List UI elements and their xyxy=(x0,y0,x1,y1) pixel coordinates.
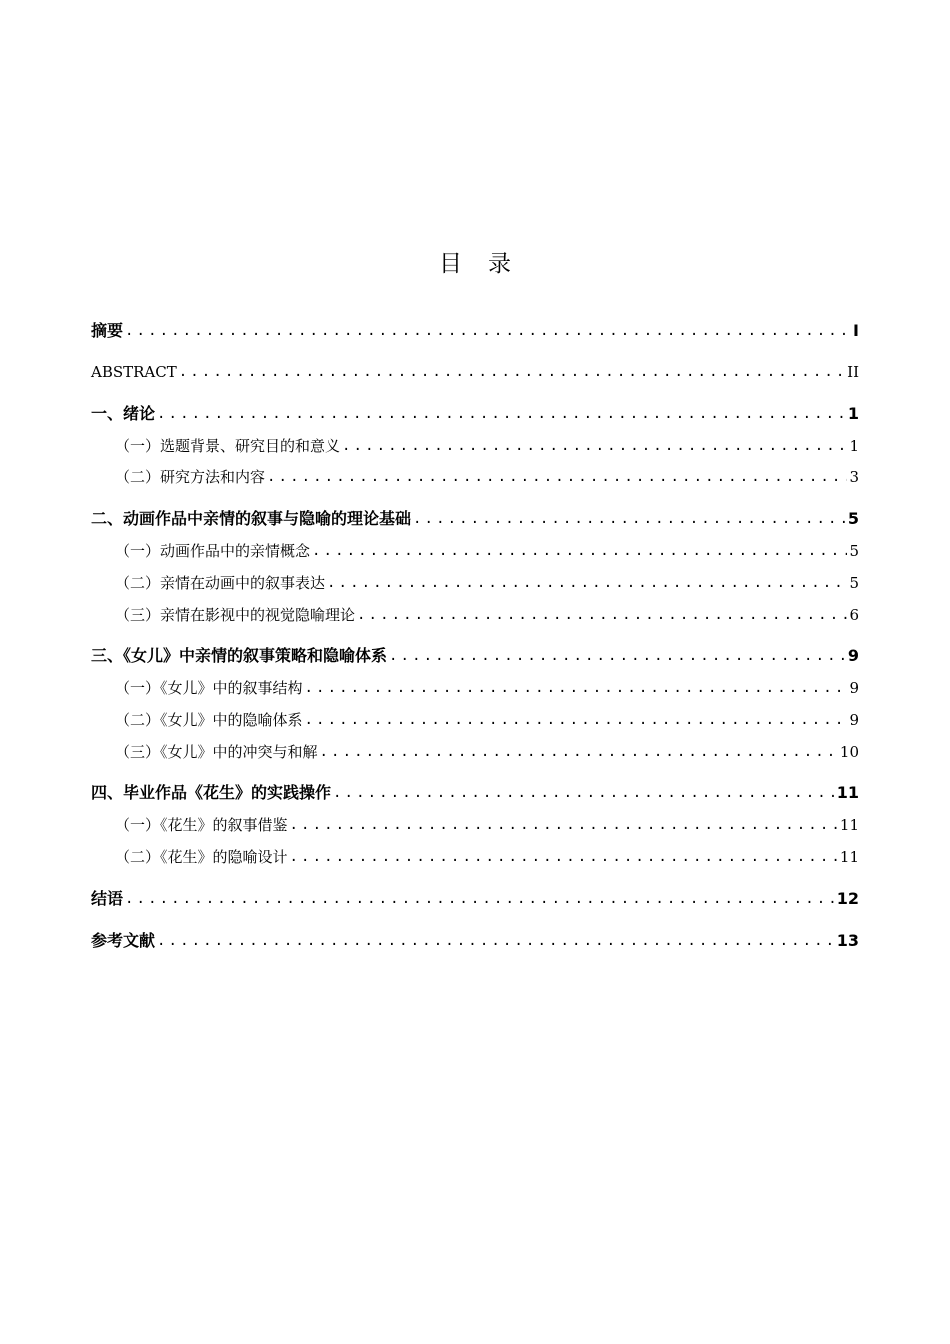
toc-title-char-2: 录 xyxy=(488,251,511,277)
toc-page-number: 3 xyxy=(849,468,859,486)
toc-dot-leader xyxy=(303,677,848,699)
toc-page-number: 5 xyxy=(849,574,859,592)
toc-entry-label: （二）《女儿》中的隐喻体系 xyxy=(115,711,303,729)
toc-page-number: 13 xyxy=(836,931,859,950)
toc-entry-label: 一、绪论 xyxy=(91,404,156,423)
toc-entry-chapter-4[interactable] xyxy=(91,772,859,804)
toc-entry-label: （二）亲情在动画中的叙事表达 xyxy=(115,574,326,592)
toc-page-number: 9 xyxy=(849,711,859,729)
toc-page-number: 5 xyxy=(847,509,859,528)
toc-entry-abstract-cn[interactable] xyxy=(91,310,859,342)
toc-entry-references[interactable] xyxy=(91,920,859,952)
toc-page-number: 12 xyxy=(836,889,859,908)
toc-entry-label: 二、动画作品中亲情的叙事与隐喻的理论基础 xyxy=(91,509,412,528)
toc-entry-section-2-3[interactable] xyxy=(115,594,859,626)
toc-entry-section-3-1[interactable] xyxy=(115,667,859,699)
toc-dot-leader xyxy=(123,320,851,342)
toc-entry-section-4-1[interactable] xyxy=(115,804,859,836)
toc-dot-leader xyxy=(340,435,847,457)
toc-entry-section-2-1[interactable] xyxy=(115,530,859,562)
toc-page-number: 5 xyxy=(849,542,859,560)
toc-entry-chapter-2[interactable] xyxy=(91,498,859,530)
toc-entry-label: 三、《女儿》中亲情的叙事策略和隐喻体系 xyxy=(91,646,388,665)
toc-dot-leader xyxy=(155,930,835,952)
toc-page-number: 11 xyxy=(836,783,859,802)
toc-dot-leader xyxy=(288,846,838,868)
toc-page-number: 9 xyxy=(849,679,859,697)
toc-entry-section-2-2[interactable] xyxy=(115,562,859,594)
toc-page-number: 11 xyxy=(839,816,859,834)
toc-page-number: II xyxy=(847,363,859,381)
toc-dot-leader xyxy=(303,709,848,731)
toc-entry-conclusion[interactable] xyxy=(91,878,859,910)
toc-title xyxy=(0,246,950,282)
toc-dot-leader xyxy=(318,741,838,763)
toc-page-number: 1 xyxy=(849,437,859,455)
toc-page-number: 1 xyxy=(847,404,859,423)
toc-entry-label: （一）选题背景、研究目的和意义 xyxy=(115,437,341,455)
toc-entry-label: （二）研究方法和内容 xyxy=(115,468,266,486)
toc-page-number: 11 xyxy=(839,848,859,866)
toc-page-number: 10 xyxy=(839,743,859,761)
toc-entry-label: 结语 xyxy=(91,889,124,908)
toc-page-number: 6 xyxy=(849,606,859,624)
toc-dot-leader xyxy=(355,604,847,626)
toc-page-number: 9 xyxy=(847,646,859,665)
toc-entry-label: （一）《花生》的叙事借鉴 xyxy=(115,816,288,834)
toc-entry-label: （三）《女儿》中的冲突与和解 xyxy=(115,743,318,761)
toc-dot-leader xyxy=(310,540,847,562)
toc-entry-label: （二）《花生》的隐喻设计 xyxy=(115,848,288,866)
toc-entry-label: 摘要 xyxy=(91,321,124,340)
toc-entry-section-1-2[interactable] xyxy=(115,456,859,488)
toc-dot-leader xyxy=(288,814,838,836)
toc-dot-leader xyxy=(265,466,847,488)
toc-entry-chapter-3[interactable] xyxy=(91,635,859,667)
toc-dot-leader xyxy=(155,403,846,425)
toc-entry-section-3-2[interactable] xyxy=(115,699,859,731)
toc-entry-label: 四、毕业作品《花生》的实践操作 xyxy=(91,783,332,802)
toc-entry-label: （一）动画作品中的亲情概念 xyxy=(115,542,311,560)
toc-entry-label: ABSTRACT xyxy=(91,363,177,381)
toc-entry-chapter-1[interactable] xyxy=(91,393,859,425)
toc-entry-section-3-3[interactable] xyxy=(115,731,859,763)
toc-dot-leader xyxy=(411,508,846,530)
toc-entry-label: （一）《女儿》中的叙事结构 xyxy=(115,679,303,697)
toc-entry-label: 参考文献 xyxy=(91,931,156,950)
toc-dot-leader xyxy=(177,361,845,383)
toc-entry-label: （三）亲情在影视中的视觉隐喻理论 xyxy=(115,606,356,624)
toc-dot-leader xyxy=(325,572,847,594)
toc-entry-section-4-2[interactable] xyxy=(115,836,859,868)
toc-entry-abstract-en[interactable] xyxy=(91,351,859,383)
toc-dot-leader xyxy=(331,782,835,804)
toc-dot-leader xyxy=(123,888,835,910)
toc-page-number: I xyxy=(853,321,859,340)
toc-title-char-1: 目 xyxy=(439,251,462,277)
toc-entry-section-1-1[interactable] xyxy=(115,425,859,457)
toc-dot-leader xyxy=(387,645,846,667)
